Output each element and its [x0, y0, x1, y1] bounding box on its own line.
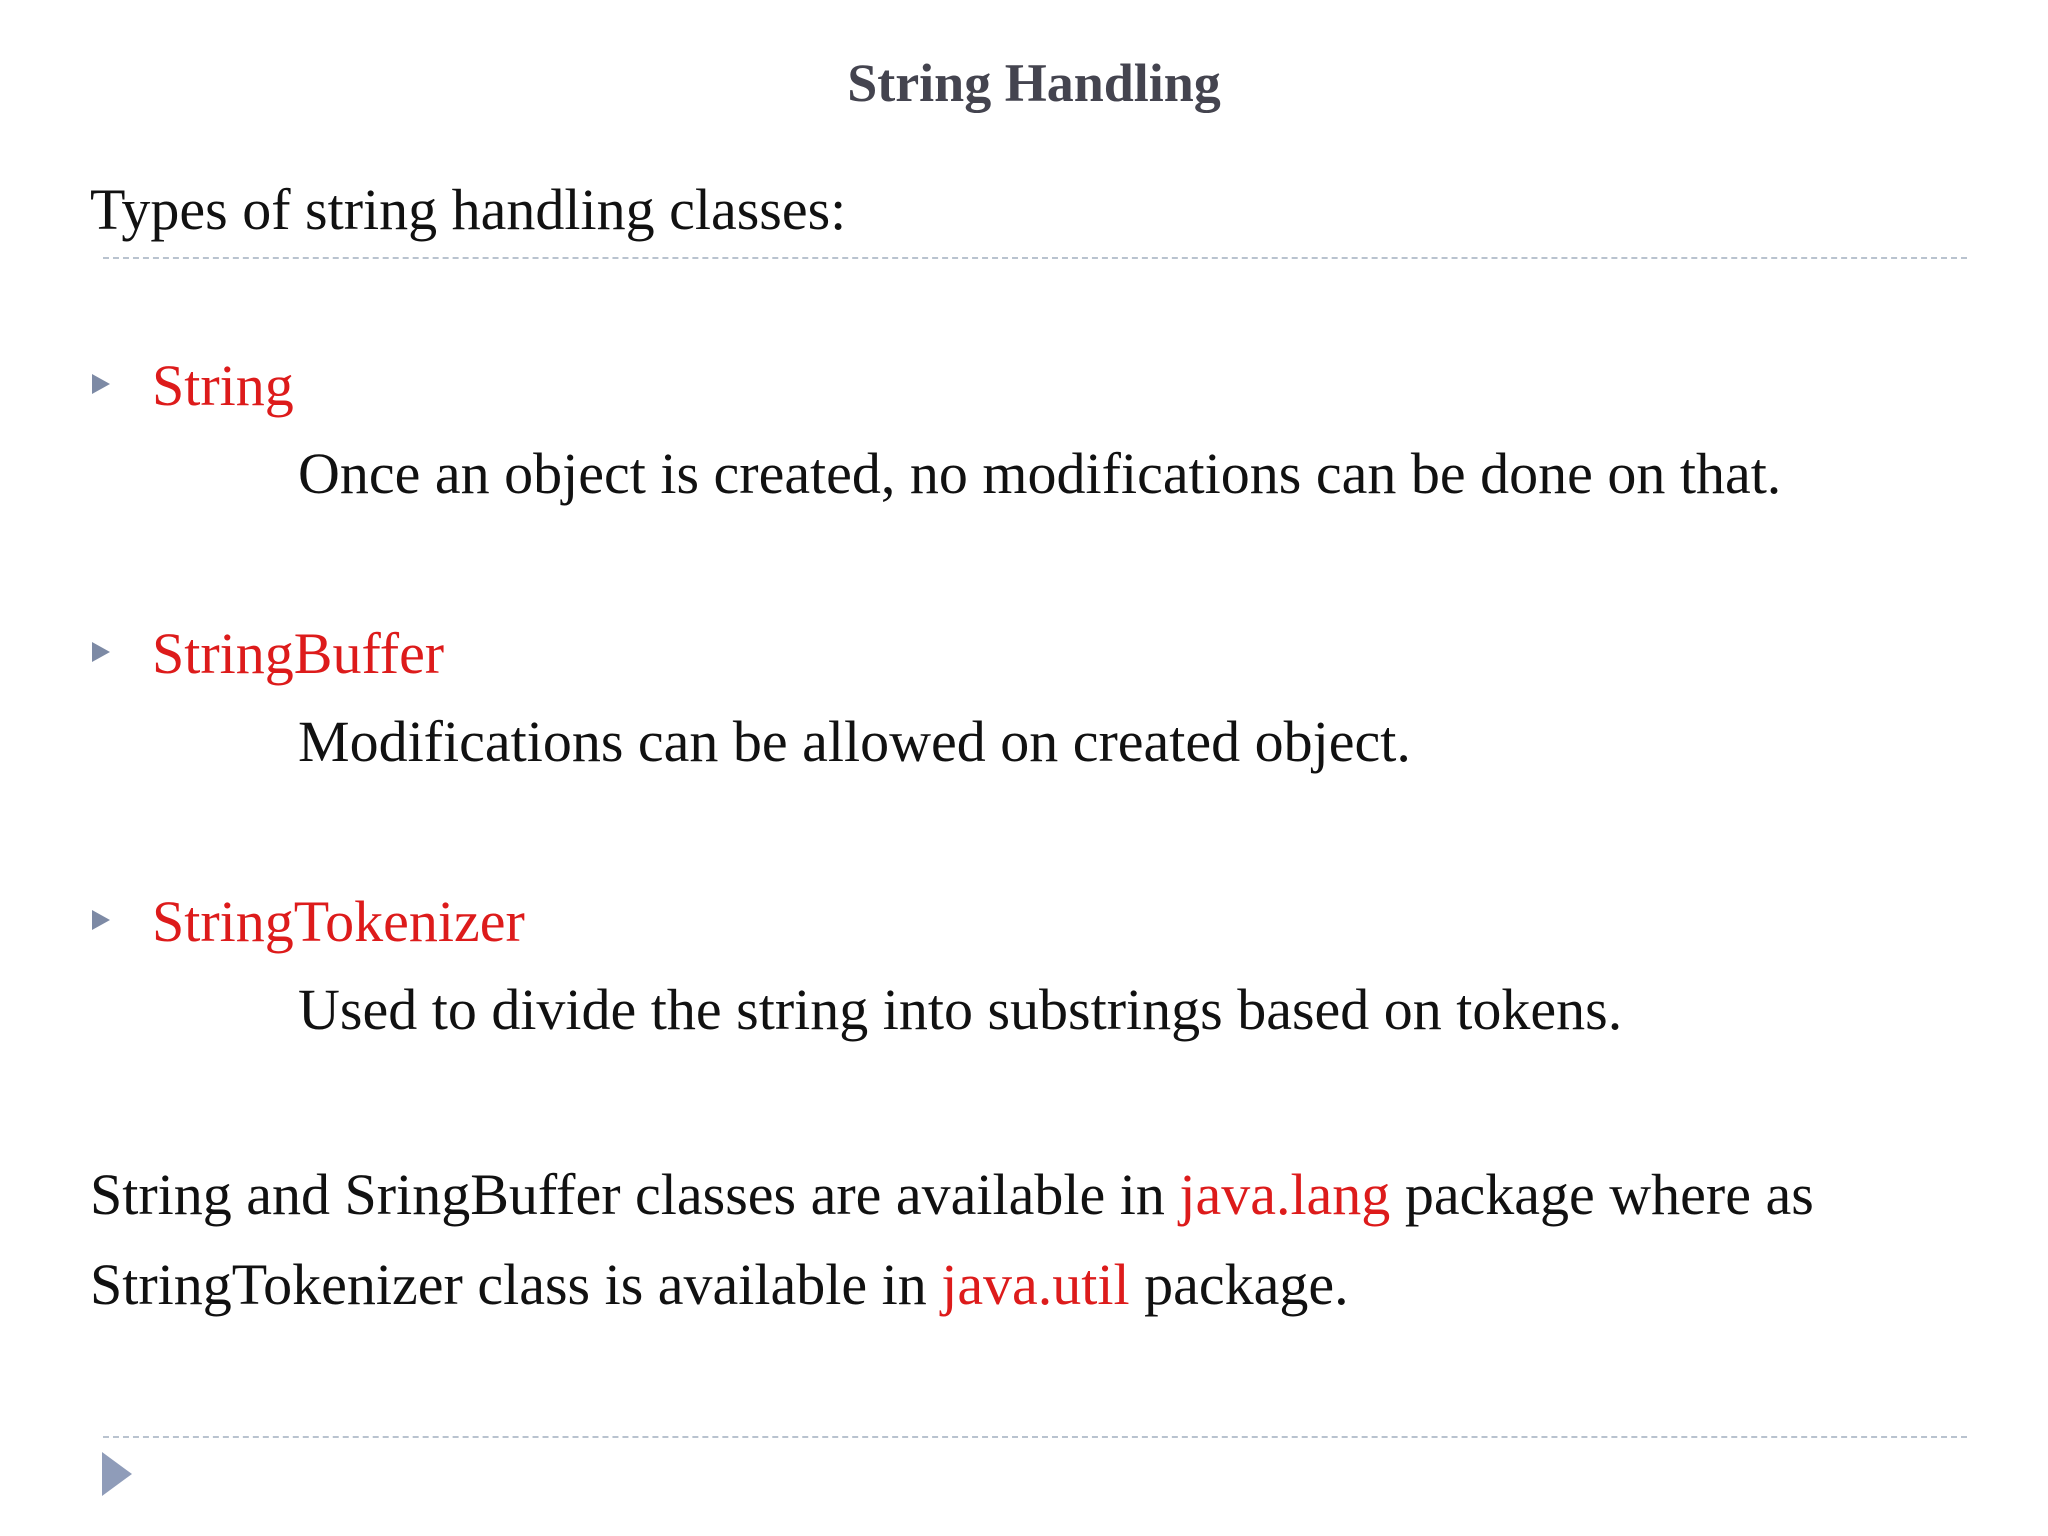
summary-line-1 [90, 1150, 1970, 1240]
class-name: StringTokenizer [152, 889, 525, 954]
summary-text: package where as [1390, 1162, 1814, 1227]
summary-text: String and SringBuffer classes are available in [90, 1162, 1180, 1227]
play-arrow-icon[interactable] [102, 1452, 132, 1496]
intro-text: Types of string handling classes: [90, 177, 847, 242]
summary-text: package. [1129, 1252, 1349, 1317]
class-description: Once an object is created, no modifications can be done on that. [298, 441, 1782, 506]
class-name: String [152, 353, 294, 418]
triangle-right-icon [92, 642, 110, 662]
class-description: Used to divide the string into substrings based on tokens. [298, 977, 1623, 1042]
package-name-highlight: java.lang [1179, 1162, 1391, 1227]
package-name-highlight: java.util [941, 1252, 1130, 1317]
triangle-right-icon [92, 374, 110, 394]
top-divider [103, 257, 1967, 259]
class-name: StringBuffer [152, 621, 445, 686]
bottom-divider [103, 1436, 1967, 1438]
summary-line-2 [90, 1240, 1970, 1330]
summary-text: StringTokenizer class is available in [90, 1252, 942, 1317]
summary-paragraph [90, 1150, 1970, 1330]
triangle-right-icon [92, 910, 110, 930]
slide-title: String Handling [847, 53, 1221, 113]
class-description: Modifications can be allowed on created object. [298, 709, 1411, 774]
